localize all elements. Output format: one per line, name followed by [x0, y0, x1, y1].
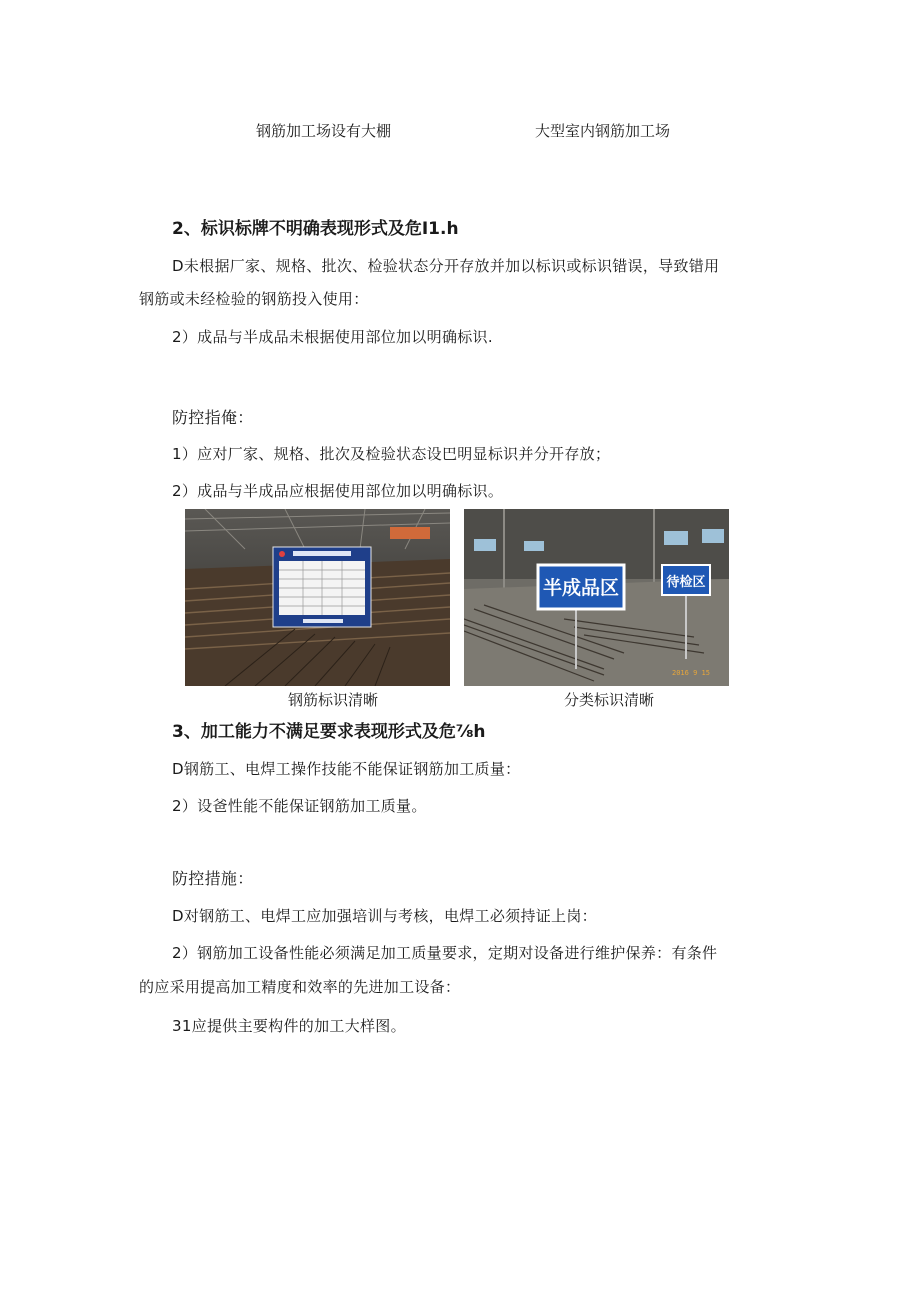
- caption-shed: 钢筋加工场设有大棚: [256, 122, 392, 140]
- section2-measure-1: 1）应对厂家、规格、批次及检验状态设巴明显标识并分开存放；: [172, 445, 611, 463]
- awaiting-inspection-sign: 待检区: [666, 575, 706, 590]
- section2-heading: 2、标识标牌不明确表现形式及危I1.h: [172, 219, 459, 239]
- section3-measures-title: 防控措施：: [172, 869, 254, 888]
- section3-measure-1: D对钢筋工、电焊工应加强培训与考核，电焊工必须持证上岗：: [172, 907, 597, 925]
- section3-measure-3: 31应提供主要构件的加工大样图。: [172, 1017, 406, 1035]
- section3-p1: D钢筋工、电焊工操作技能不能保证钢筋加工质量：: [172, 760, 521, 778]
- section3-measure-2-line1: 2）钢筋加工设备性能必须满足加工质量要求，定期对设备进行维护保养：有条件: [172, 944, 718, 962]
- classification-signs-photo: [464, 509, 729, 686]
- photo-date-stamp: 2016 9 15: [672, 669, 710, 677]
- section2-measures-title: 防控指俺：: [172, 408, 254, 427]
- rebar-label-photo: [185, 509, 450, 686]
- section2-p2: 2）成品与半成品未根据使用部位加以明确标识.: [172, 328, 493, 346]
- section3-heading: 3、加工能力不满足要求表现形式及危⅞h: [172, 722, 486, 742]
- caption-indoor-workshop: 大型室内钢筋加工场: [535, 122, 671, 140]
- section2-p1-line2: 钢筋或未经检验的钢筋投入使用：: [139, 290, 369, 308]
- section2-p1-line1: D未根据厂家、规格、批次、检验状态分开存放并加以标识或标识错误，导致错用: [172, 257, 720, 275]
- section3-measure-2-line2: 的应采用提高加工精度和效率的先进加工设备：: [139, 978, 461, 996]
- half-finished-zone-sign: 半成品区: [542, 577, 620, 599]
- caption-rebar-label: 钢筋标识清晰: [288, 691, 379, 709]
- section3-p2: 2）设爸性能不能保证钢筋加工质量。: [172, 797, 427, 815]
- section2-measure-2: 2）成品与半成品应根据使用部位加以明确标识。: [172, 482, 504, 500]
- caption-classification: 分类标识清晰: [564, 691, 655, 709]
